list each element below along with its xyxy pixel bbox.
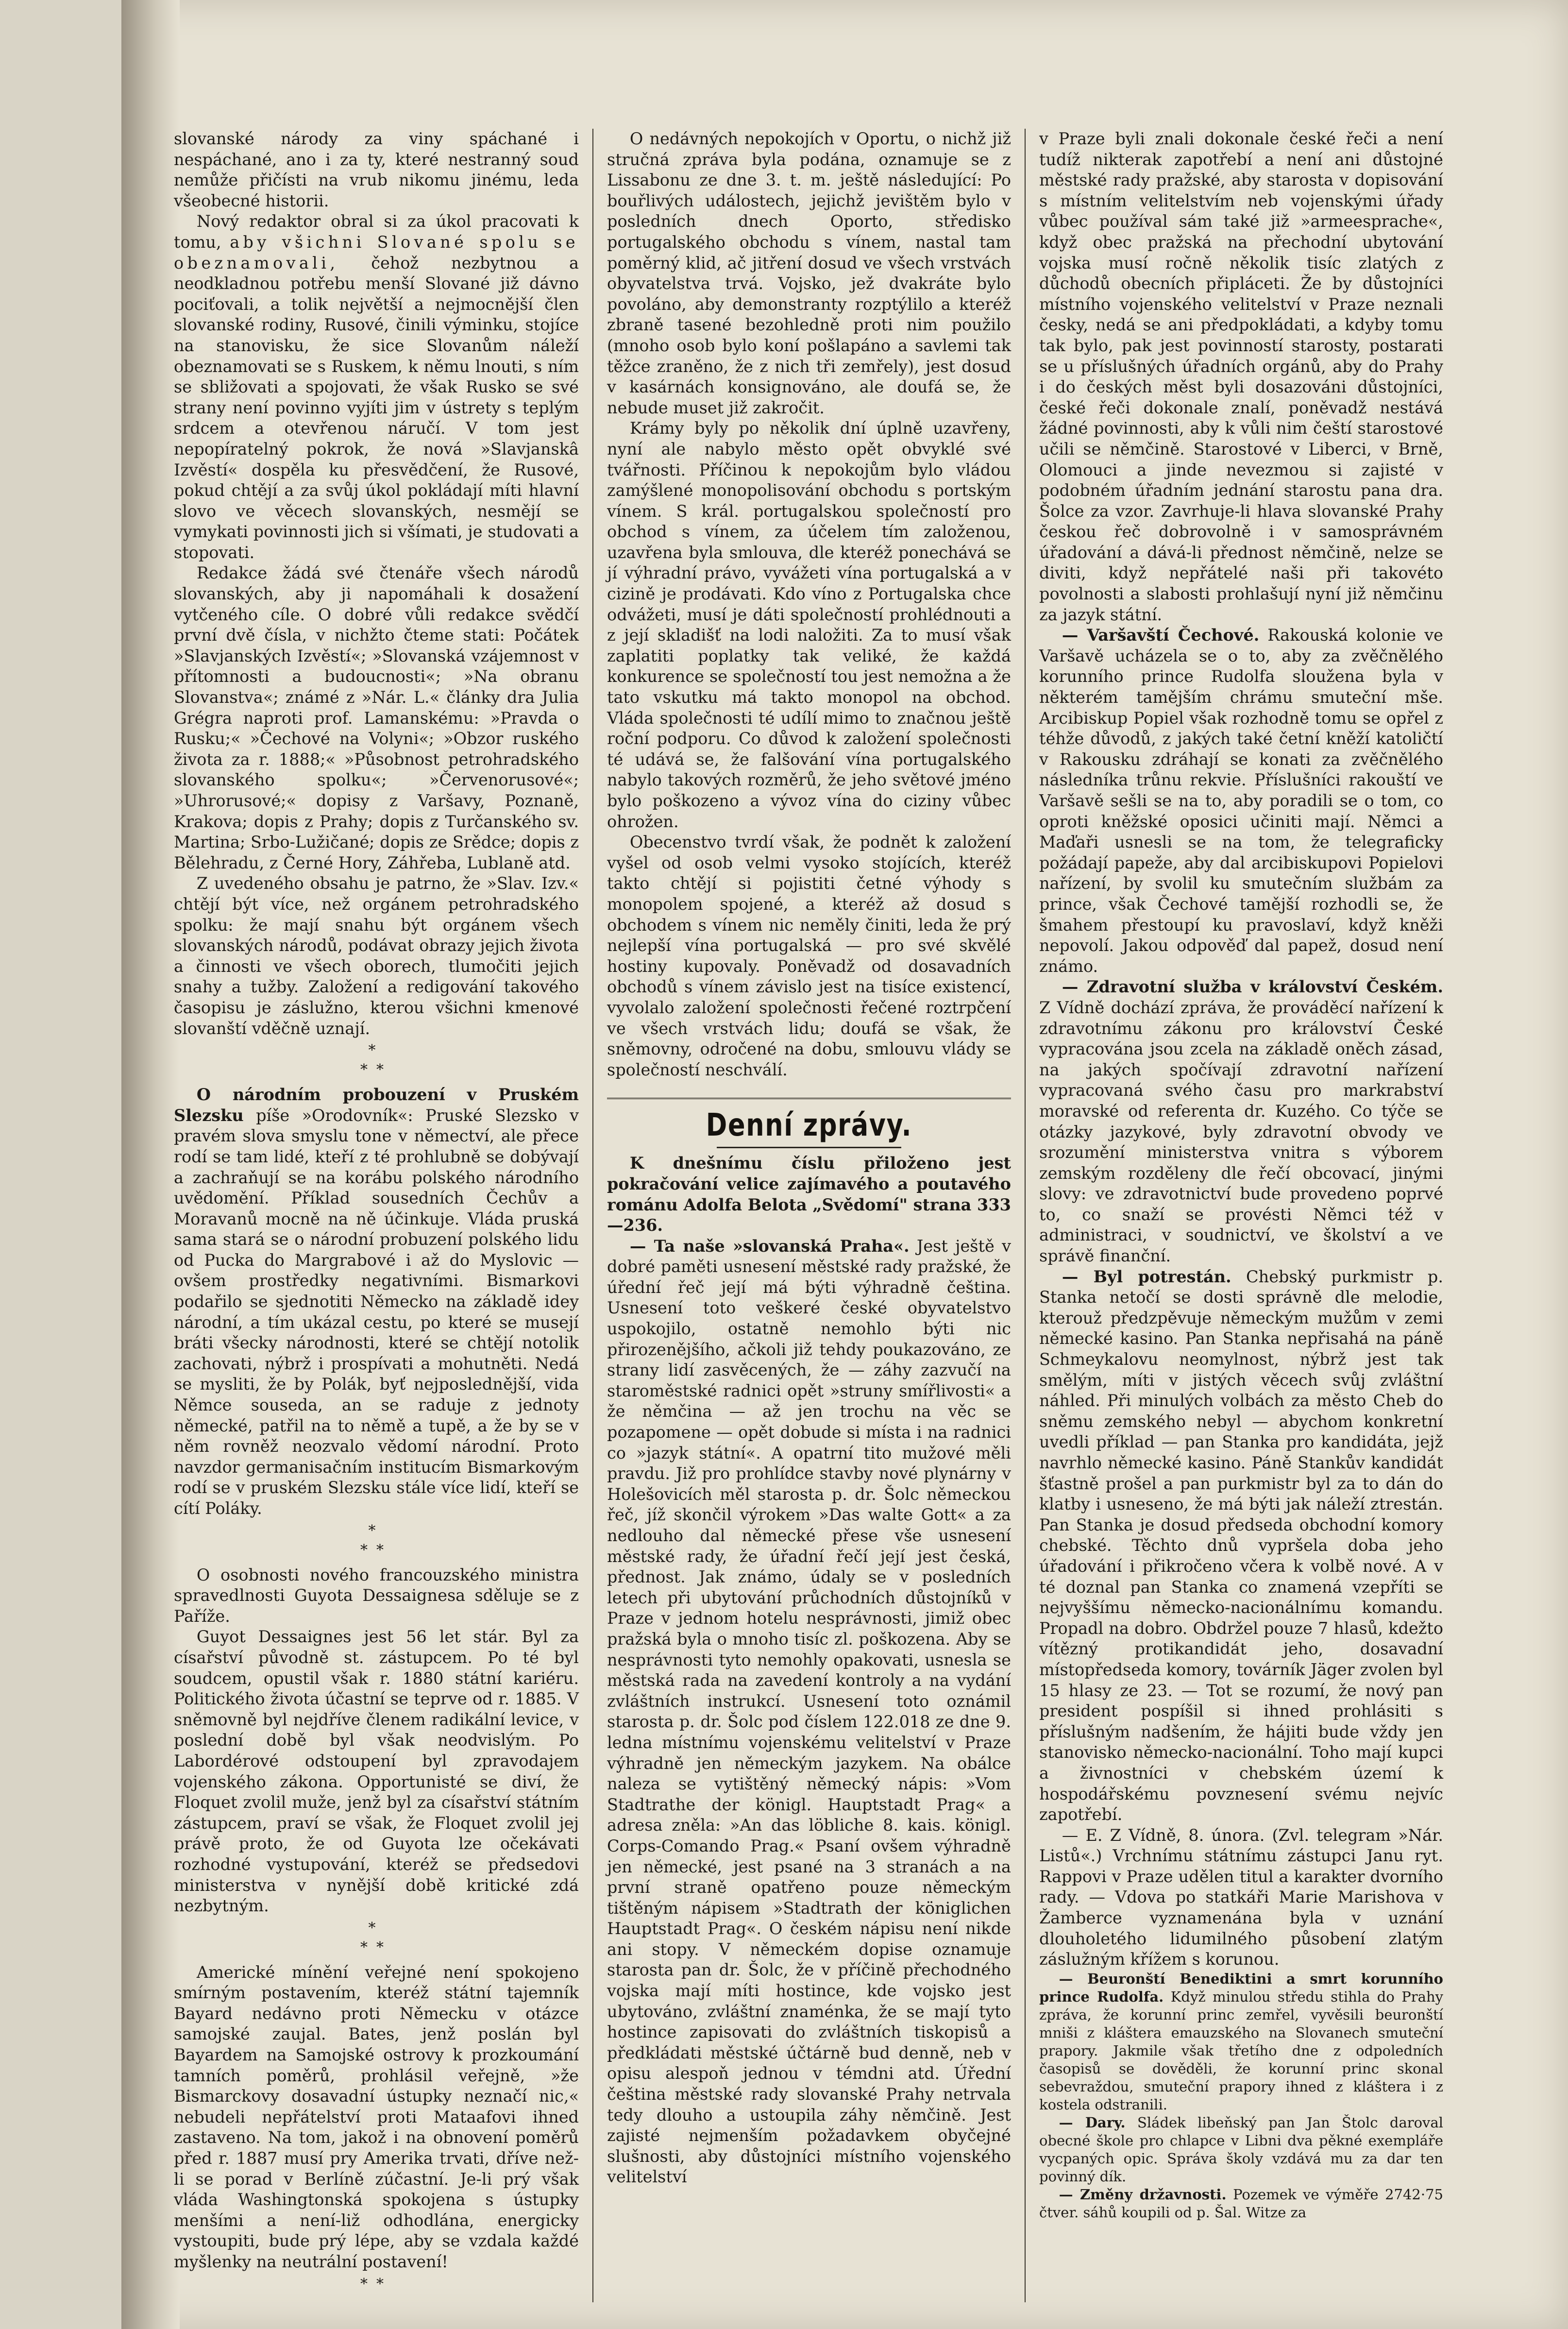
col3-p3-body: Z Vídně dochází zpráva, že prováděcí nařízení k zdravotnímu zákonu pro království České vypracována jsou zcela na základě oněch zásad, na jakých spočívají zdravotní nařízení vypracovaná svého času pro markrabství moravské od referenta dr. Kuzého. Co týče se otázky jazykové, byly zdravotní obvody ve srozumění ministerstva vnitra s výborem zemským rozděleny dle řečí obcovací, jinými slovy: ve zdravotnictví bude provedeno poprvé to, co snaží se provésti Němci též v administraci, v soudnictví, ve školství a ve správě finanční.	[1039, 998, 1443, 1266]
col1-paragraph-7: Guyot Dessaignes jest 56 let stár. Byl za císařství původně st. zástupcem. Po té byl soudcem, opustil však r. 1880 státní kariéru. Politického života účastní se teprve od r. 1885. V sněmovně byl nejdříve členem radikální levice, v poslední době byl však neodvislým. Po Labordérové odstoupení byl zpravodajem vojenského zákona. Opportunisté se diví, že Floquet zvolil muže, jenž byl za císařství státním zástupcem, praví se však, že Floquet zvolil jej právě proto, že od Guyota lze očekávati rozhodné vystupování, kteréž se předsedovi ministerstva v nynější době kritické zdá nezbytným.	[174, 1627, 579, 1916]
separator-asterisks: **	[360, 2275, 392, 2293]
supplement-notice: K dnešnímu číslu přiloženo jest pokračování velice zajímavého a poutavého románu Adolfa Belota „Svědomí" strana 333—236.	[607, 1154, 1011, 1235]
col3-p8-head: — Změny državnosti.	[1059, 2186, 1227, 2203]
col2-paragraph-4	[607, 1236, 1011, 2188]
col2-paragraph-3: Obecenstvo tvrdí však, že podnět k založení vyšel od osob velmi vysoko stojících, kteréž takto chtějí si pojistiti četné výhody s monopolem spojené, a kteréž až dosud s obchodem s vínem nic neměly činiti, leda že prý nejlepší vína portugalská — pro své skvělé hostiny kupovaly. Poněvadž od dosavadních obchodů s vínem závislo jest na tisíce existencí, vyvolalo založení společnosti řečené roztrpčení ve všech vrstvách lidu; doufá se však, že sněmovny, odročené na dobu, smlouvu vlády se společností neschválí.	[607, 833, 1011, 1079]
col3-paragraph-2	[1039, 625, 1443, 977]
col3-p7-head: — Dary.	[1059, 2114, 1126, 2131]
col1-paragraph-1: slovanské národy za viny spáchané i nespáchané, ano i za ty, které nestranný soud nemůže přičísti na vrub nikomu jinému, leda všeobecné historii.	[174, 129, 579, 210]
text-columns	[160, 129, 1457, 2302]
col1-p5-head: O národním probouzení v Pruském Slezsku	[174, 1085, 579, 1125]
section-rule	[717, 1147, 901, 1148]
col1-paragraph-3: Redakce žádá své čtenáře všech národů slovanských, aby ji napomáhali k dosažení vytčeného cíle. O dobré vůli redakce svědčí první dvě čísla, v nichžto čteme stati: Počátek »Slavjanských Izvěstí«; »Slovanská vzájemnost v přítomnosti a budoucnosti«; »Na obranu Slovanstva«; známé z »Nár. L.« články dra Julia Grégra naproti prof. Lamanskému: »Pravda o Rusku;« »Čechové na Volyni«; »Obzor ruského života za r. 1888;« »Působnost petrohradského slovanského spolku«; »Červenorusové«; »Uhrorusové;« dopisy z Varšavy, Poznaně, Krakova; dopis z Prahy; dopis z Turčanského sv. Martina; Srbo-Lužičané; dopis ze Srědce; dopis z Bělehradu, z Černé Hory, Záhřeba, Lublaně atd.	[174, 563, 579, 872]
column-1	[160, 129, 592, 2302]
col3-paragraph-1: v Praze byli znali dokonale české řeči a není tudíž nikterak zapotřebí a není ani důstojné městské rady pražské, aby starosta v dopisování s místním velitelstvím neb vojenskými úřady vůbec používal sám také již »armeesprache«, když obec pražská na přechodní ubytování vojska musí ročně několik tisíc zlatých z důchodů obecních připláceti. Že by důstojníci místního vojenského velitelství v Praze neznali česky, nedá se ani předpokládati, a kdyby tomu tak bylo, pak jest povinností starosty, postarati se u příslušných úřadních orgánů, aby do Prahy i do českých měst byli dosazováni důstojníci, české řeči dokonale znalí, poněvadž nestává žádné povinnosti, aby k vůli nim čeští starostové učili se němčině. Starostové v Liberci, v Brně, Olomouci a jinde nevezmou si zajisté v podobném úřadním jednání starostu pana dra. Šolce za vzor. Zavrhuje-li hlava slovanské Prahy českou řeč dobrovolně i v samosprávném úřadování a dává-li přednost němčině, nelze se diviti, když nepřátelé naši při takovéto povolnosti a slabosti prohlašují nyní již němčinu za jazyk státní.	[1039, 129, 1443, 624]
col3-paragraph-7	[1039, 2114, 1443, 2186]
col3-paragraph-4	[1039, 1267, 1443, 1825]
col1-p2-post: čehož nezbytnou a neodkladnou potřebu menší Slované již dávno pociťovali, a tolik největší a nejmocnější člen slovanské rodiny, Rusové, činili výminku, stojíce na stanovisku, že sice Slovanům náleží obeznamovati se s Ruskem, k němu lnouti, s ním se sbližovati a spojovati, že však Rusko se své strany není povinno vyjíti jim v ústrety s teplým srdcem a otevřenou náručí. V tom jest nepopíratelný pokrok, že nová »Slavjanskâ Izvěstí« dospěla ku přesvědčení, že Rusové, pokud chtějí a za svůj úkol pokládají míti hlavní slovo ve věcech slovanských, nesmějí se vymykati povinnosti jich si všímati, je studovati a stopovati.	[174, 253, 579, 562]
newspaper-page	[121, 0, 1568, 2329]
col3-p6-head: — Beuronští Benediktini a smrt korunního prince Rudolfa.	[1039, 1970, 1443, 2005]
col3-paragraph-6	[1039, 1970, 1443, 2114]
col2-p4-head: — Ta naše »slovanská Praha«.	[629, 1236, 910, 1256]
col3-p7-body: Sládek libeňský pan Jan Štolc daroval obecné škole pro chlapce v Libni dva pěkné exempláře vycpaných opic. Správa školy vzdává mu za dar ten povinný dík.	[1039, 2114, 1444, 2185]
col3-paragraph-3	[1039, 977, 1443, 1266]
col1-p2-pre: Nový redaktor obral si za úkol pracovati k tomu,	[174, 212, 579, 252]
col1-paragraph-2	[174, 211, 579, 563]
section-title: Denní zprávy.	[706, 1107, 912, 1144]
col1-p2-spaced: aby všichni Slované spolu se obeznamovali,	[174, 232, 579, 272]
col3-p3-head: — Zdravotní služba v království Českém.	[1062, 977, 1443, 997]
col2-paragraph-2: Krámy byly po několik dní úplně uzavřeny, nyní ale nabylo město opět obvyklé své tvářnosti. Příčinou k nepokojům bylo vládou zamýšlené monopolisování obchodu s portským vínem. S král. portugalskou společností pro obchod s vínem, za účelem tím založenou, uzavřena byla smlouva, dle kteréž ponechává se jí výhradní právo, vyvážeti vína portugalská a v cizině je prodávati. Kdo víno z Portugalska chce odvážeti, musí je dáti společností prohlédnouti a z její skladišť na lodi naložiti. Za to musí však zaplatiti poplatky tak veliké, že každá konkurence se společností tou jest nemožna a že tato vskutku má takto monopol na obchod. Vláda společnosti té udílí mimo to značnou ještě roční podporu. Co důvod k založení společnosti té udává se, že falšování vína portugalského nabylo takových rozměrů, že jeho světové jméno bylo poškozeno a vývoz vína do ciziny vůbec ohrožen.	[607, 419, 1011, 831]
col1-paragraph-5	[174, 1085, 579, 1519]
col3-paragraph-5: — E. Z Vídně, 8. února. (Zvl. telegram »Nár. Listů«.) Vrchnímu státnímu zástupci Janu ryt. Rappovi v Praze udělen titul a karakter dvorního rady. — Vdova po statkáři Marie Marishova v Žamberce vyznamenána byla v uznání dlouholetého lidumilného působení zlatým záslužným křížem s korunou.	[1039, 1825, 1443, 1969]
col3-p8-body: Pozemek ve výměře 2742·75 čtver. sáhů koupili od p. Šal. Witze za	[1039, 2186, 1443, 2221]
col1-paragraph-8: Americké mínění veřejné není spokojeno smírným postavením, kteréž státní tajemník Bayard nedávno proti Německu v otázce samojské zaujal. Bates, jenž poslán byl Bayardem na Samojské ostrovy k prozkoumání tamních poměrů, prohlásil veřejně, »že Bismarckovy dosavadní ústupky neznačí nic,« nebudeli nepřátelství proti Mataafovi ihned zastaveno. Na tom, jakož i na obnovení poměrů před r. 1887 musí pry Amerika trvati, dříve než-li se porad v Berlíně zúčastní. Je-li prý však vláda Washingtonská spokojena s ústupky menšími a není-liž odhodlána, energicky vystoupiti, bude prý lépe, aby se vzdala každé myšlenky na neutrální postavení!	[174, 1962, 579, 2271]
col3-p6-body: Když minulou středu stihla do Prahy zpráva, že korunní princ zemřel, vyvěsili beuronští mniši z kláštera emauzského na Slovanech smuteční prapory. Jakmile však třetího dne z odpoledních časopisů se dověděli, že korunní princ skonal sebevraždou, smuteční prapory ihned z kláštera i z kostela odstranili.	[1039, 1988, 1443, 2113]
section-header	[607, 1098, 1011, 1148]
col3-p2-head: — Varšavští Čechové.	[1062, 626, 1260, 645]
col2-paragraph-1: O nedávných nepokojích v Oportu, o nichž již stručná zpráva byla podána, oznamuje se z Lissabonu ze dne 3. t. m. ještě následující: Po bouřlivých událostech, jejichž jevištěm bylo v posledních dnech Oporto, středisko portugalského obchodu s vínem, nastal tam poměrný klid, ač jitření dosud ve všech vrstvách obyvatelstva trvá. Vojsko, jež dvakráte bylo povoláno, aby demonstranty rozptýlilo a kteréž zbraně tasené bezohledně proti nim použilo (mnoho osob bylo koní pošlapáno a savlemi tak těžce zraněno, že z nich tři zemřely), jest dosud v kasárnách konsignováno, ale doufá se, že nebude muset již zakročit.	[607, 129, 1011, 417]
separator-asterisks: * **	[360, 1522, 392, 1559]
col1-paragraph-4: Z uvedeného obsahu je patrno, že »Slav. Izv.« chtějí být více, než orgánem petrohradského spolku: že mají snahu být orgánem všech slovanských národů, podávat obrazy jejich života a činnosti ve všech oborech, tlumočiti jejich snahy a tužby. Založení a redigování takového časopisu je záslužno, kterou všichni kmenové slovanští vděčně uznají.	[174, 874, 579, 1038]
col3-p2-body: Rakouská kolonie ve Varšavě ucházela se o to, aby za zvěčnělého korunního prince Rudolfa sloužena byla v některém tamějším chrámu smuteční mše. Arcibiskup Popiel však rozhodně tomu se opřel z téhže důvodů, z jakých také četní kněží katoličtí v Rakousku zdráhají se konati za zvěčnělého následníka trůnu rekvie. Příslušníci rakouští ve Varšavě sešli se na to, aby poradili se o tom, co oproti kněžské oposici učiniti mají. Němci a Maďaři usnesli se na tom, že telegraficky požádají papeže, aby dal arcibiskupovi Popielovi nařízení, by svolil ku smutečním službám za prince, však Čechové tamější rozhodli se, že šmahem přestoupí ku pravoslaví, když kněži nepovolí. Jakou odpověď dal papež, dosud není známo.	[1039, 626, 1443, 976]
col3-p4-head: — Byl potrestán.	[1062, 1267, 1231, 1286]
col1-paragraph-6: O osobnosti nového francouzského ministra spravedlnosti Guyota Dessaignesa sděluje se z Paříže.	[174, 1565, 579, 1626]
separator-asterisks: * **	[360, 1919, 392, 1956]
column-3	[1025, 129, 1457, 2302]
col3-paragraph-8	[1039, 2186, 1443, 2222]
column-2	[592, 129, 1025, 2302]
col2-p4-body: Jest ještě v dobré paměti usnesení městské rady pražské, že úřední řeč její má býti výhradně čeština. Usnesení toto veškeré české obyvatelstvo uspokojilo, ostatně nemohlo býti nic přirozenějšího, ačkoli již tehdy poukazováno, ze strany lidí zasvěcených, že — záhy zazvučí na staroměstské radnici opět »struny smířlivosti« a že němčina — až jen trochu na věc se pozapomene — opět dobude si místa i na radnici co »jazyk státní«. A opatrní tito mužové měli pravdu. Již pro prohlídce stavby nové plynárny v Holešovicích měl starosta p. dr. Šolc německou řeč, jíž skončil výrokem »Das walte Gott« a za nedlouho dal německé přese vše usnesení městské rady, že úřadní řečí její jest česká, přednost. Jak známo, údaly se v posledních letech při ubytování průchodních důstojníků v Praze v jednom hotelu nesprávnosti, jimiž obec pražská byla o mnoho tisíc zl. poškozena. Aby se nesprávnosti tyto nemohly opakovati, usnesla se městská rada na zavedení kontroly a na vydání zvláštních instrukcí. Usnesení toto oznámil starosta p. dr. Šolc pod číslem 122.018 ze dne 9. ledna místnímu vojenskému velitelství v Praze výhradně jen německým jazykem. Na obálce naleza se vytištěný německý nápis: »Vom Stadtrathe der königl. Hauptstadt Prag« a adresa zněla: »An das löbliche 8. kais. königl. Corps-Comando Prag.« Psaní ovšem výhradně jen německé, jest psané na 3 stranách a na první straně opatřeno pouze německým tištěným nápisem »Stadtrath der königlichen Hauptstadt Prag«. O českém nápisu není nikde ani stopy. V německém dopise oznamuje starosta pan dr. Šolc, že v příčině přechodného vojska mají míti hostince, kde vojsko jest ubytováno, zvláštní znaménka, že se mají tyto hostince zapisovati do zvláštních tiskopisů a předkládati městské účtárně bud denně, neb v opisu alespoň jednou v témdni atd. Úřední čeština městské rady slovanské Prahy netrvala tedy dlouho a ustoupila záhy němčině. Jest zajisté nejmenším požadavkem obyčejné slušnosti, aby důstojníci místního vojenského velitelství	[607, 1236, 1011, 2187]
col1-p5-body: píše »Orodovník«: Pruské Slezsko v pravém slova smyslu tone v němectví, ale přece rodí se tam lidé, kteří z té prohlubně se dobývají a zachraňují se na korábu polského národního uvědomění. Příklad sousedních Čechův a Moravanů mocně na ně účinkuje. Vláda pruská sama stará se o národní probuzení polského lidu od Pucka do Margrabové i až do Myslovic — ovšem prostředky negativními. Bismarkovi podařilo se sjednotiti Německo na základě idey národní, a tím ukázal cestu, po které se musejí bráti všecky národnosti, které se chtějí notolik zachovati, nýbrž i prospívati a mohutněti. Nedá se mysliti, že by Polák, byť nejposlednější, vida Němce souseda, an se raduje z jednoty německé, patřil na to němě a tupě, a že by se v něm rovněž neozvalo vědomí národní. Proto navzdor germanisačním institucím Bismarkovým rodí se v pruském Slezsku stále více lidí, kteří se cítí Poláky.	[174, 1105, 579, 1518]
separator-asterisks: * **	[360, 1042, 392, 1079]
col3-p4-body: Chebský purkmistr p. Stanka netočí se dosti správně dle melodie, kterouž předzpěvuje německým mužům v zemi německé kasino. Pan Stanka nepřisahá na páně Schmeykalovu neomylnost, nýbrž jest tak smělým, míti v jistých věcech svůj zvláštní náhled. Při minulých volbách za město Cheb do sněmu zemského nebyl — abychom konkretní uvedli příklad — pan Stanka pro kandidáta, jejž navrhlo německé kasino. Páně Stankův kandidát šťastně prošel a pan purkmistr byl za to dán do klatby i usneseno, že má býti jak náleží ztrestán. Pan Stanka je dosud předseda obchodní komory chebské. Těchto dnů vypršela doba jeho úřadování i přikročeno včera k volbě nové. A v té doznal pan Stanka co znamená vzepříti se nejvyššímu německo-nacionálnímu komandu. Propadl na dobro. Obdržel pouze 7 hlasů, kdežto vítězný protikandidát jeho, dosavadní místopředseda komory, továrník Jäger zvolen byl 15 hlasy ze 23. — Tot se rozumí, že nový pan president pospíšil si ihned prohlásiti s příslušným nadšením, že hájiti bude vždy jen stanovisko německo-nacionální. Toho mají kupci a živnostníci v chebském území k hospodářskému povznesení svému nejvíc zapotřebí.	[1039, 1267, 1443, 1824]
